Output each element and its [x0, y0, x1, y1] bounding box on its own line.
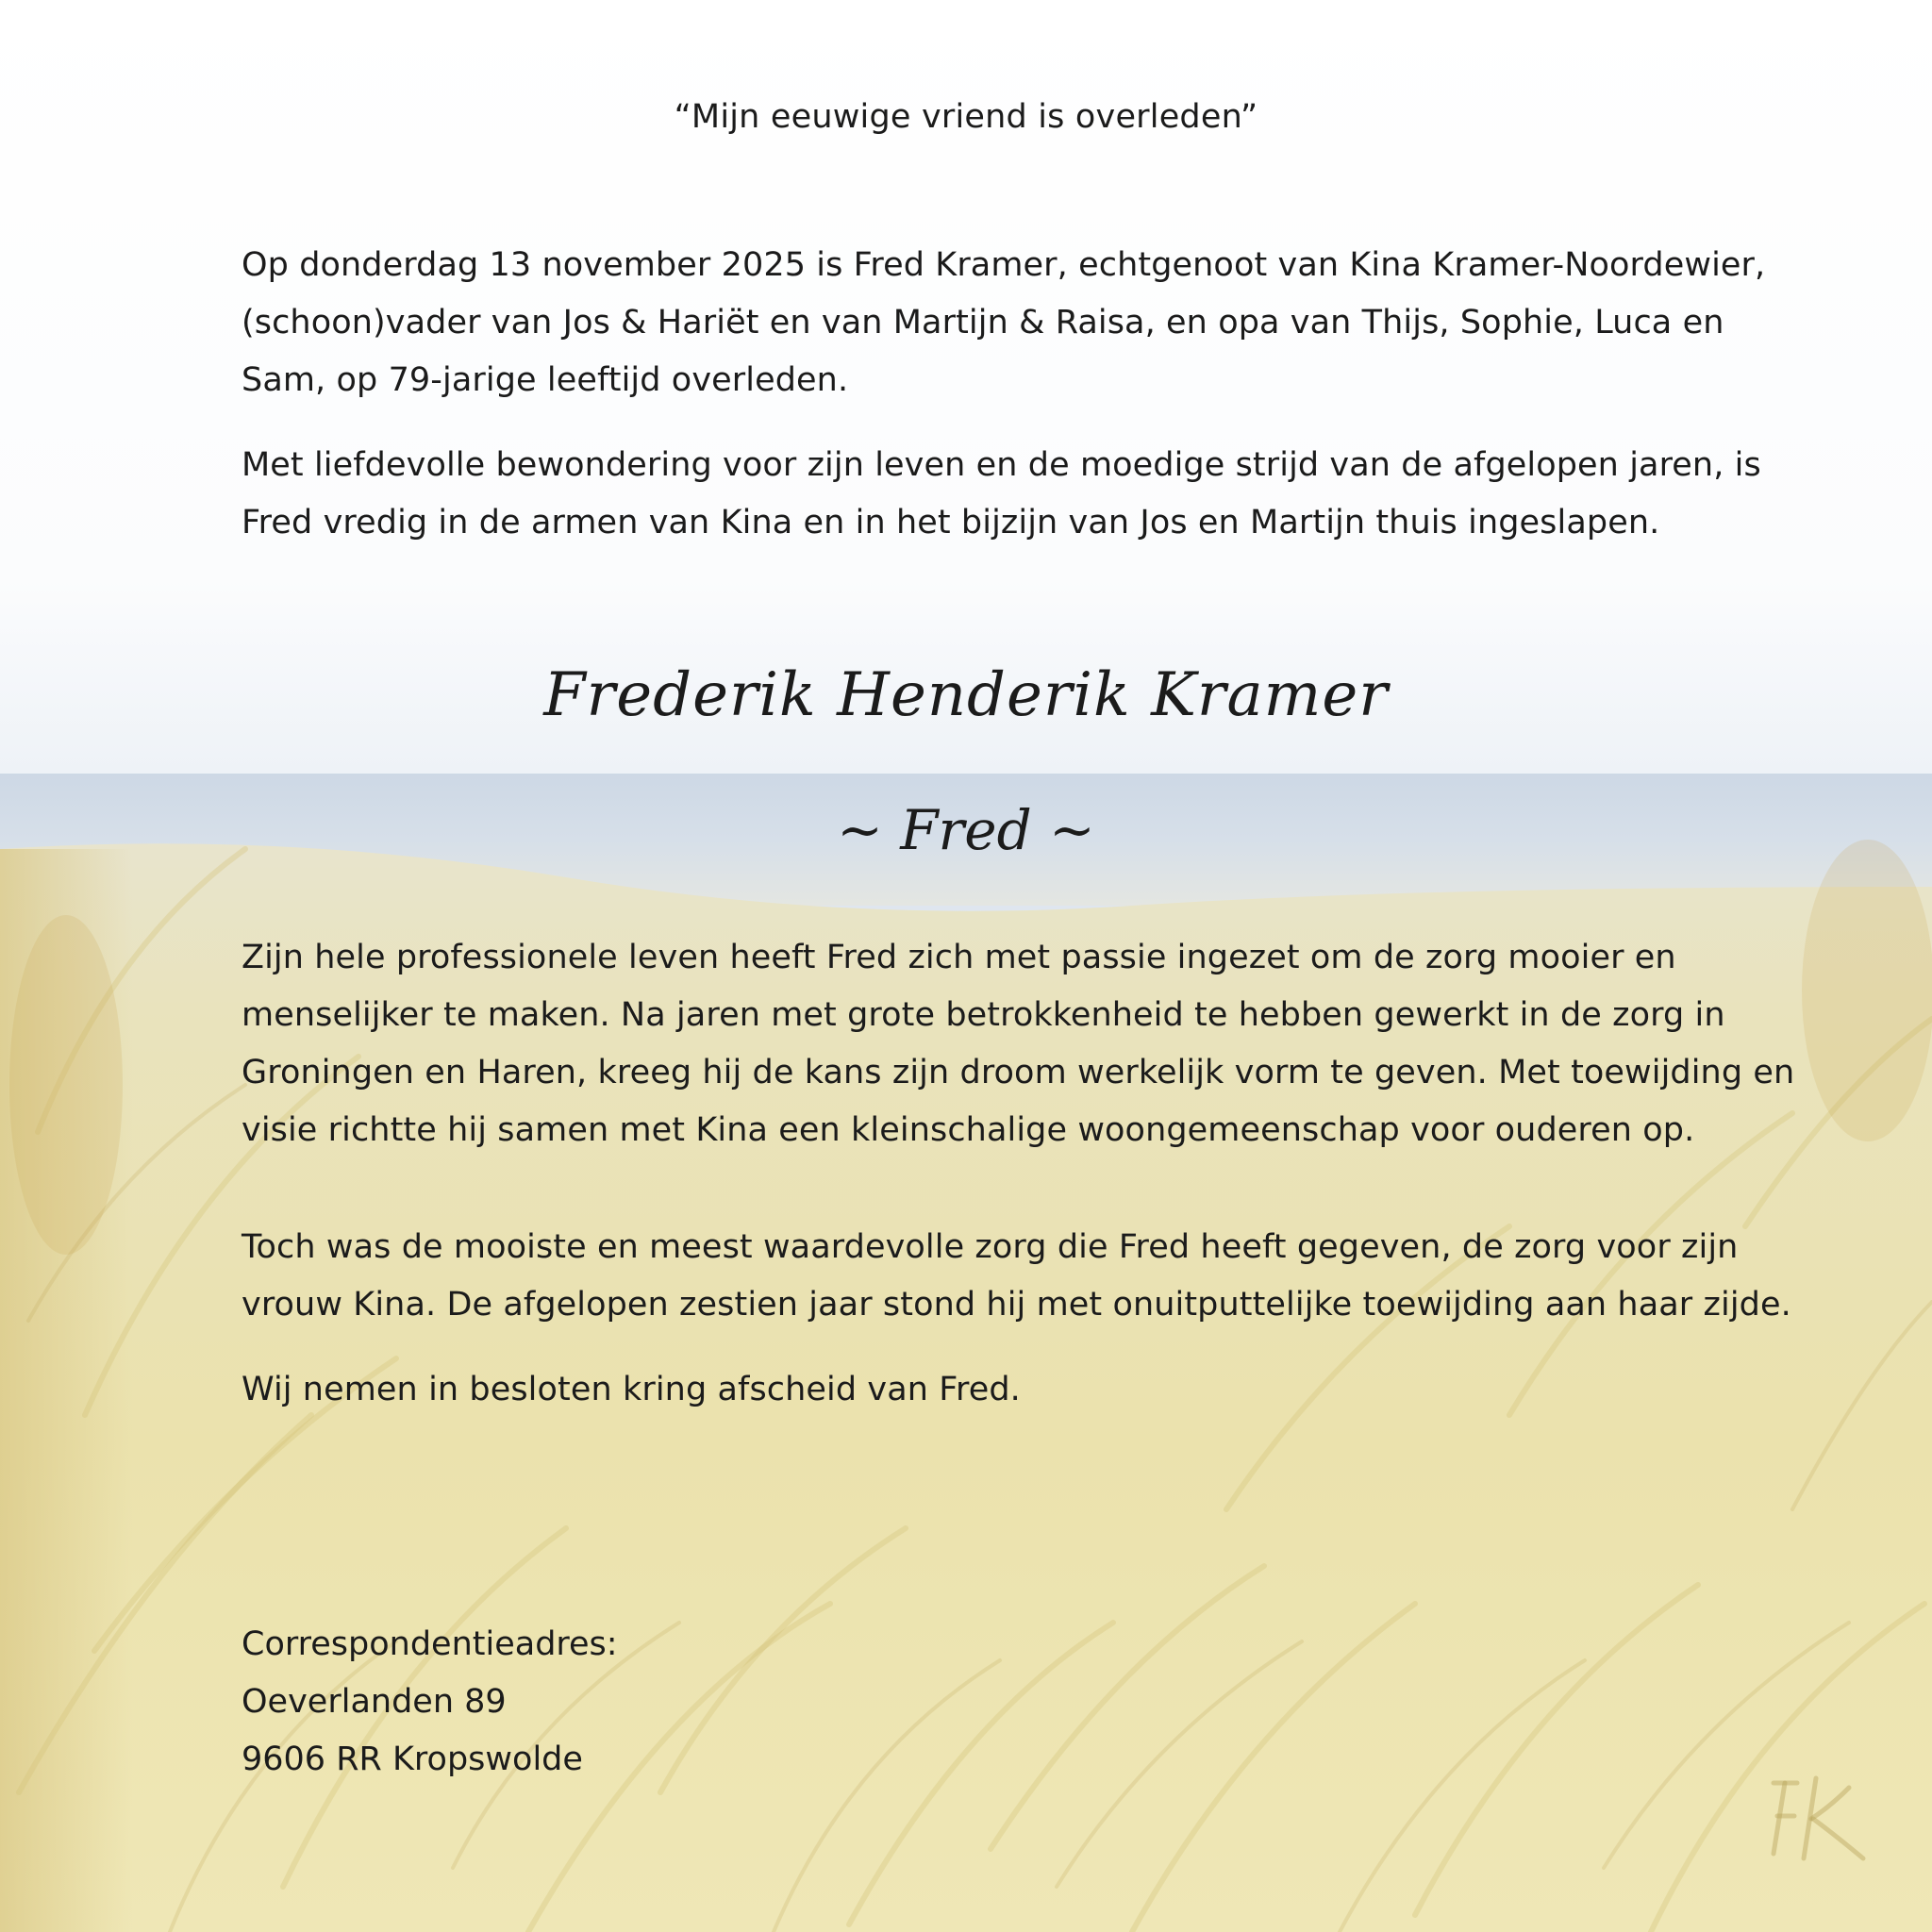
career-paragraph: Zijn hele professionele leven heeft Fred zich met passie ingezet om de zorg mooier en menselijker te maken. Na jaren met grote betrokkenheid te hebben gewerkt in de zorg in Groningen en Haren, kreeg hij de kans zijn droom werkelijk vorm te geven. Met toewijding en visie richtte hij samen met Kina een kleinschalige woongemeenschap voor ouderen op. — [242, 939, 1795, 1149]
address-label: Correspondentieadres: — [242, 1625, 618, 1663]
opening-quote: “Mijn eeuwige vriend is overleden” — [674, 98, 1258, 136]
address-street: Oeverlanden 89 — [242, 1683, 507, 1721]
announcement-paragraph: Op donderdag 13 november 2025 is Fred Kramer, echtgenoot van Kina Kramer-Noordewier, (schoon)vader van Jos & Hariët en van Martijn & Raisa, en opa van Thijs, Sophie, Luca en Sam, op 79-jarige leeftijd overleden. — [242, 246, 1766, 399]
passing-paragraph: Met liefdevolle bewondering voor zijn leven en de moedige strijd van de afgelopen jaren, is Fred vredig in de armen van Kina en in het bijzijn van Jos en Martijn thuis ingeslapen. — [242, 446, 1761, 541]
correspondence-address — [242, 1616, 618, 1789]
nickname: ~ Fred ~ — [837, 798, 1095, 862]
care-paragraph: Toch was de mooiste en meest waardevolle zorg die Fred heeft gegeven, de zorg voor zijn vrouw Kina. De afgelopen zestien jaar stond hij met onuitputtelijke toewijding aan haar zijde. — [242, 1228, 1791, 1324]
farewell-paragraph: Wij nemen in besloten kring afscheid van Fred. — [242, 1371, 1021, 1408]
address-postal-city: 9606 RR Kropswolde — [242, 1740, 583, 1778]
full-name: Frederik Henderik Kramer — [543, 660, 1389, 730]
painter-monogram-signature — [1745, 1764, 1887, 1868]
